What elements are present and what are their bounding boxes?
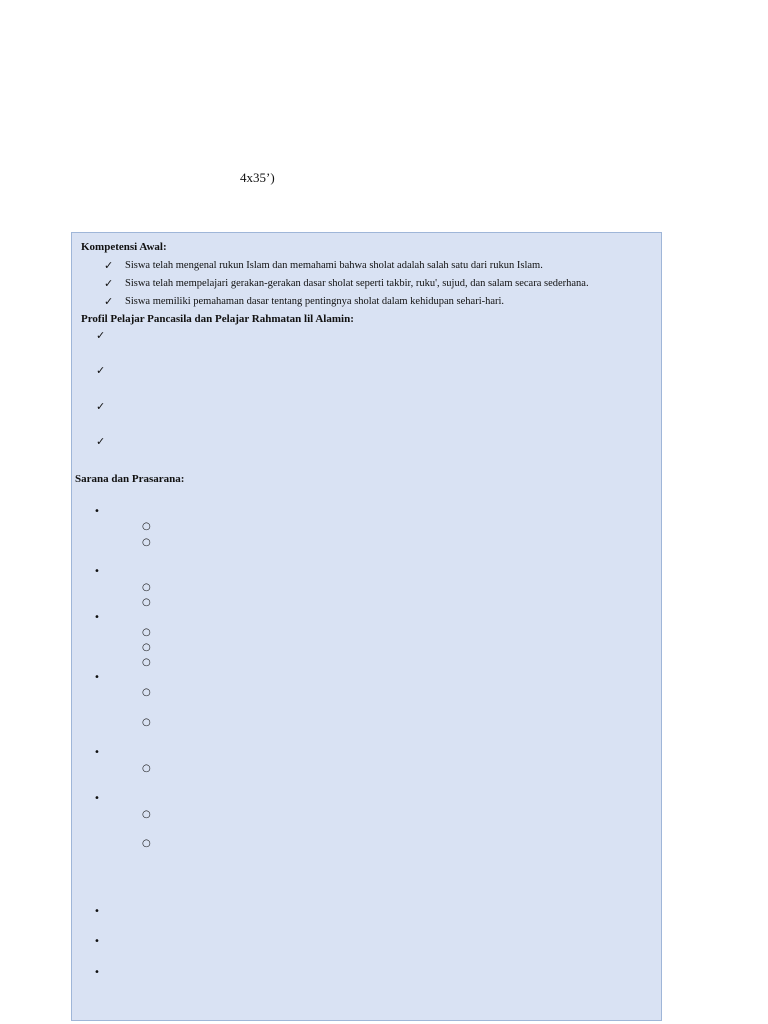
kompetensi-item: Siswa memiliki pemahaman dasar tentang pentingnya sholat dalam kehidupan sehari-hari. [125,296,505,307]
sub-bullet-icon: ○ [142,687,151,698]
sub-bullet-icon: ○ [142,582,151,593]
bullet-icon: • [94,566,100,577]
kompetensi-item: Siswa telah mengenal rukun Islam dan memahami bahwa sholat adalah salah satu dari rukun Islam. [125,260,543,271]
lesson-duration: 4x35’) [240,170,275,185]
check-icon: ✓ [96,401,106,413]
kompetensi-item: Siswa telah mempelajari gerakan-gerakan dasar sholat seperti takbir, ruku', sujud, dan salam secara sederhana. [125,278,589,289]
check-icon: ✓ [96,365,106,377]
bullet-icon: • [94,747,100,758]
bullet-icon: • [94,936,100,947]
bullet-icon: • [94,506,100,517]
bullet-icon: • [94,612,100,623]
check-icon: ✓ [104,278,114,290]
bullet-icon: • [94,672,100,683]
sub-bullet-icon: ○ [142,642,151,653]
kompetensi-heading: Kompetensi Awal: [81,241,167,253]
sub-bullet-icon: ○ [142,627,151,638]
lesson-plan-box [71,232,662,1021]
sarana-heading: Sarana dan Prasarana: [75,473,185,485]
sub-bullet-icon: ○ [142,657,151,668]
check-icon: ✓ [96,436,106,448]
sub-bullet-icon: ○ [142,537,151,548]
sub-bullet-icon: ○ [142,763,151,774]
bullet-icon: • [94,793,100,804]
check-icon: ✓ [96,330,106,342]
sub-bullet-icon: ○ [142,521,151,532]
sub-bullet-icon: ○ [142,597,151,608]
check-icon: ✓ [104,260,114,272]
sub-bullet-icon: ○ [142,838,151,849]
bullet-icon: • [94,967,100,978]
bullet-icon: • [94,906,100,917]
profil-heading: Profil Pelajar Pancasila dan Pelajar Rahmatan lil Alamin: [81,313,354,325]
sub-bullet-icon: ○ [142,717,151,728]
sub-bullet-icon: ○ [142,809,151,820]
check-icon: ✓ [104,296,114,308]
